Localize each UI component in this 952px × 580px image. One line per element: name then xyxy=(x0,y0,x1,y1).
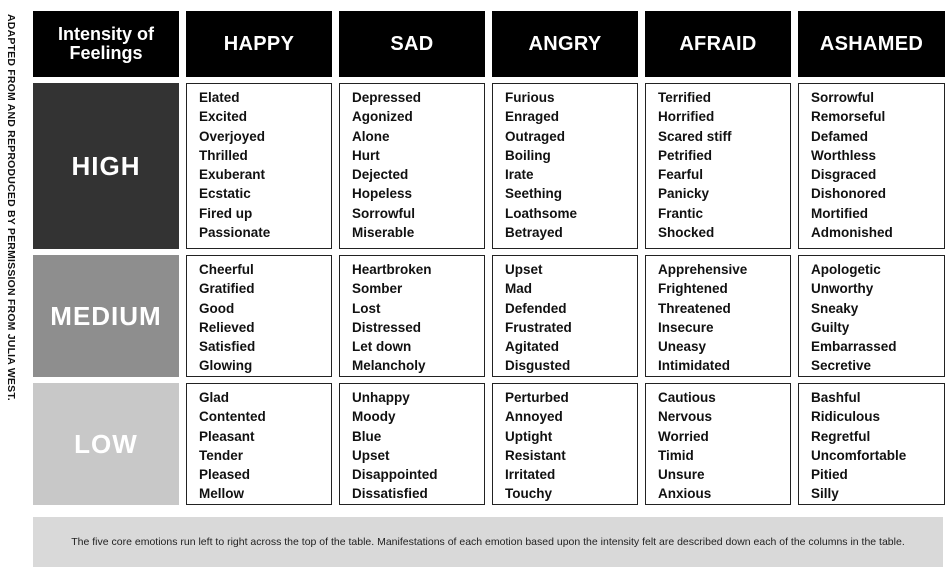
cell-medium-sad xyxy=(339,255,485,377)
feeling-word: Pitied xyxy=(811,467,848,483)
cell-high-sad xyxy=(339,83,485,249)
emotion-header-afraid: AFRAID xyxy=(645,11,791,77)
cell-low-angry xyxy=(492,383,638,505)
cell-low-sad xyxy=(339,383,485,505)
feeling-word: Uptight xyxy=(505,428,553,444)
feeling-word: Agonized xyxy=(352,109,413,125)
feeling-word: Sneaky xyxy=(811,300,859,316)
feeling-word: Exuberant xyxy=(199,167,266,183)
feeling-word: Satisfied xyxy=(199,339,256,355)
feeling-word: Upset xyxy=(505,262,543,277)
feeling-word: Fired up xyxy=(199,205,253,221)
feeling-word: Worried xyxy=(658,428,709,444)
feeling-word: Pleasant xyxy=(199,428,255,444)
feeling-word: Thrilled xyxy=(199,147,248,163)
feeling-word: Threatened xyxy=(658,300,731,316)
feeling-word: Dissatisfied xyxy=(352,486,428,502)
feeling-word: Seething xyxy=(505,186,563,202)
cell-low-happy xyxy=(186,383,332,505)
feeling-word: Bashful xyxy=(811,390,861,405)
feeling-word: Moody xyxy=(352,409,396,425)
feeling-word: Petrified xyxy=(658,147,713,163)
feeling-word: Tender xyxy=(199,447,244,463)
feeling-word: Scared stiff xyxy=(658,128,732,144)
feeling-word: Relieved xyxy=(199,319,255,335)
feeling-word: Anxious xyxy=(658,486,712,502)
feeling-word: Ecstatic xyxy=(199,186,251,202)
cell-high-happy xyxy=(186,83,332,249)
intensity-header: Intensity of Feelings xyxy=(33,11,179,77)
feeling-word: Glowing xyxy=(199,358,253,374)
feeling-word: Good xyxy=(199,300,235,316)
feeling-word: Worthless xyxy=(811,147,877,163)
feeling-word: Dejected xyxy=(352,167,409,183)
feeling-word: Terrified xyxy=(658,90,712,105)
feelings-table xyxy=(33,11,943,505)
feeling-word: Distressed xyxy=(352,319,422,335)
feeling-word: Silly xyxy=(811,486,839,502)
feeling-word: Apprehensive xyxy=(658,262,748,277)
feeling-word: Fearful xyxy=(658,167,704,183)
emotion-header-angry: ANGRY xyxy=(492,11,638,77)
feeling-word: Disgusted xyxy=(505,358,571,374)
feeling-word: Frustrated xyxy=(505,319,572,335)
feeling-word: Dishonored xyxy=(811,186,887,202)
level-label-high: HIGH xyxy=(33,83,179,249)
feeling-word: Somber xyxy=(352,281,403,297)
feeling-word: Frantic xyxy=(658,205,704,221)
feeling-word: Remorseful xyxy=(811,109,886,125)
feeling-word: Timid xyxy=(658,447,694,463)
feeling-word: Pleased xyxy=(199,467,251,483)
cell-medium-angry xyxy=(492,255,638,377)
feeling-word: Furious xyxy=(505,90,555,105)
feeling-word: Loathsome xyxy=(505,205,578,221)
feeling-word: Sorrowful xyxy=(811,90,874,105)
feeling-word: Hurt xyxy=(352,147,380,163)
feeling-word: Depressed xyxy=(352,90,422,105)
feeling-word: Uneasy xyxy=(658,339,707,355)
feeling-word: Secretive xyxy=(811,358,872,374)
emotion-header-ashamed: ASHAMED xyxy=(798,11,945,77)
feeling-word: Enraged xyxy=(505,109,560,125)
feeling-word: Annoyed xyxy=(505,409,563,425)
feeling-word: Horrified xyxy=(658,109,715,125)
feeling-word: Betrayed xyxy=(505,225,563,241)
attribution-note: ADAPTED FROM AND REPRODUCED BY PERMISSION FROM JULIA WEST. xyxy=(5,14,17,401)
cell-medium-ashamed xyxy=(798,255,945,377)
feeling-word: Mad xyxy=(505,281,532,297)
feeling-word: Ridiculous xyxy=(811,409,881,425)
feeling-word: Upset xyxy=(352,447,390,463)
feeling-word: Cautious xyxy=(658,390,716,405)
cell-medium-happy xyxy=(186,255,332,377)
feeling-word: Agitated xyxy=(505,339,559,355)
level-label-medium: MEDIUM xyxy=(33,255,179,377)
feeling-word: Embarrassed xyxy=(811,339,897,355)
feeling-word: Irate xyxy=(505,167,534,183)
feeling-word: Panicky xyxy=(658,186,710,202)
feeling-word: Shocked xyxy=(658,225,715,241)
feeling-word: Disappointed xyxy=(352,467,438,483)
feeling-word: Guilty xyxy=(811,319,850,335)
feeling-word: Apologetic xyxy=(811,262,881,277)
feeling-word: Excited xyxy=(199,109,248,125)
feeling-word: Nervous xyxy=(658,409,713,425)
cell-high-afraid xyxy=(645,83,791,249)
feeling-word: Boiling xyxy=(505,147,551,163)
feeling-word: Defended xyxy=(505,300,567,316)
emotion-header-sad: SAD xyxy=(339,11,485,77)
feeling-word: Sorrowful xyxy=(352,205,415,221)
feeling-word: Regretful xyxy=(811,428,871,444)
cell-high-ashamed xyxy=(798,83,945,249)
feeling-word: Perturbed xyxy=(505,390,569,405)
feeling-word: Heartbroken xyxy=(352,262,432,277)
feeling-word: Alone xyxy=(352,128,390,144)
feeling-word: Uncomfortable xyxy=(811,447,907,463)
feeling-word: Passionate xyxy=(199,225,271,241)
feeling-word: Frightened xyxy=(658,281,728,297)
feeling-word: Insecure xyxy=(658,319,714,335)
feeling-word: Let down xyxy=(352,339,412,355)
feeling-word: Lost xyxy=(352,300,381,316)
feeling-word: Gratified xyxy=(199,281,255,297)
feeling-word: Elated xyxy=(199,90,240,105)
feeling-word: Disgraced xyxy=(811,167,877,183)
feeling-word: Touchy xyxy=(505,486,552,502)
feeling-word: Glad xyxy=(199,390,230,405)
feeling-word: Melancholy xyxy=(352,358,426,374)
cell-low-ashamed xyxy=(798,383,945,505)
feeling-word: Contented xyxy=(199,409,266,425)
cell-low-afraid xyxy=(645,383,791,505)
feeling-word: Unworthy xyxy=(811,281,874,297)
feeling-word: Mortified xyxy=(811,205,868,221)
level-label-low: LOW xyxy=(33,383,179,505)
feeling-word: Overjoyed xyxy=(199,128,266,144)
feeling-word: Mellow xyxy=(199,486,245,502)
emotion-header-happy: HAPPY xyxy=(186,11,332,77)
feeling-word: Cheerful xyxy=(199,262,254,277)
feeling-word: Resistant xyxy=(505,447,566,463)
feeling-word: Intimidated xyxy=(658,358,731,374)
feeling-word: Miserable xyxy=(352,225,415,241)
feeling-word: Outraged xyxy=(505,128,566,144)
feeling-word: Unsure xyxy=(658,467,705,483)
feeling-word: Hopeless xyxy=(352,186,413,202)
feeling-word: Irritated xyxy=(505,467,556,483)
cell-high-angry xyxy=(492,83,638,249)
feeling-word: Unhappy xyxy=(352,390,410,405)
table-caption: The five core emotions run left to right across the top of the table. Manifestations of each emotion based upon the intensity felt are described down each of the columns in the table. xyxy=(33,517,943,567)
feeling-word: Defamed xyxy=(811,128,869,144)
cell-medium-afraid xyxy=(645,255,791,377)
feeling-word: Blue xyxy=(352,428,382,444)
feeling-word: Admonished xyxy=(811,225,893,241)
